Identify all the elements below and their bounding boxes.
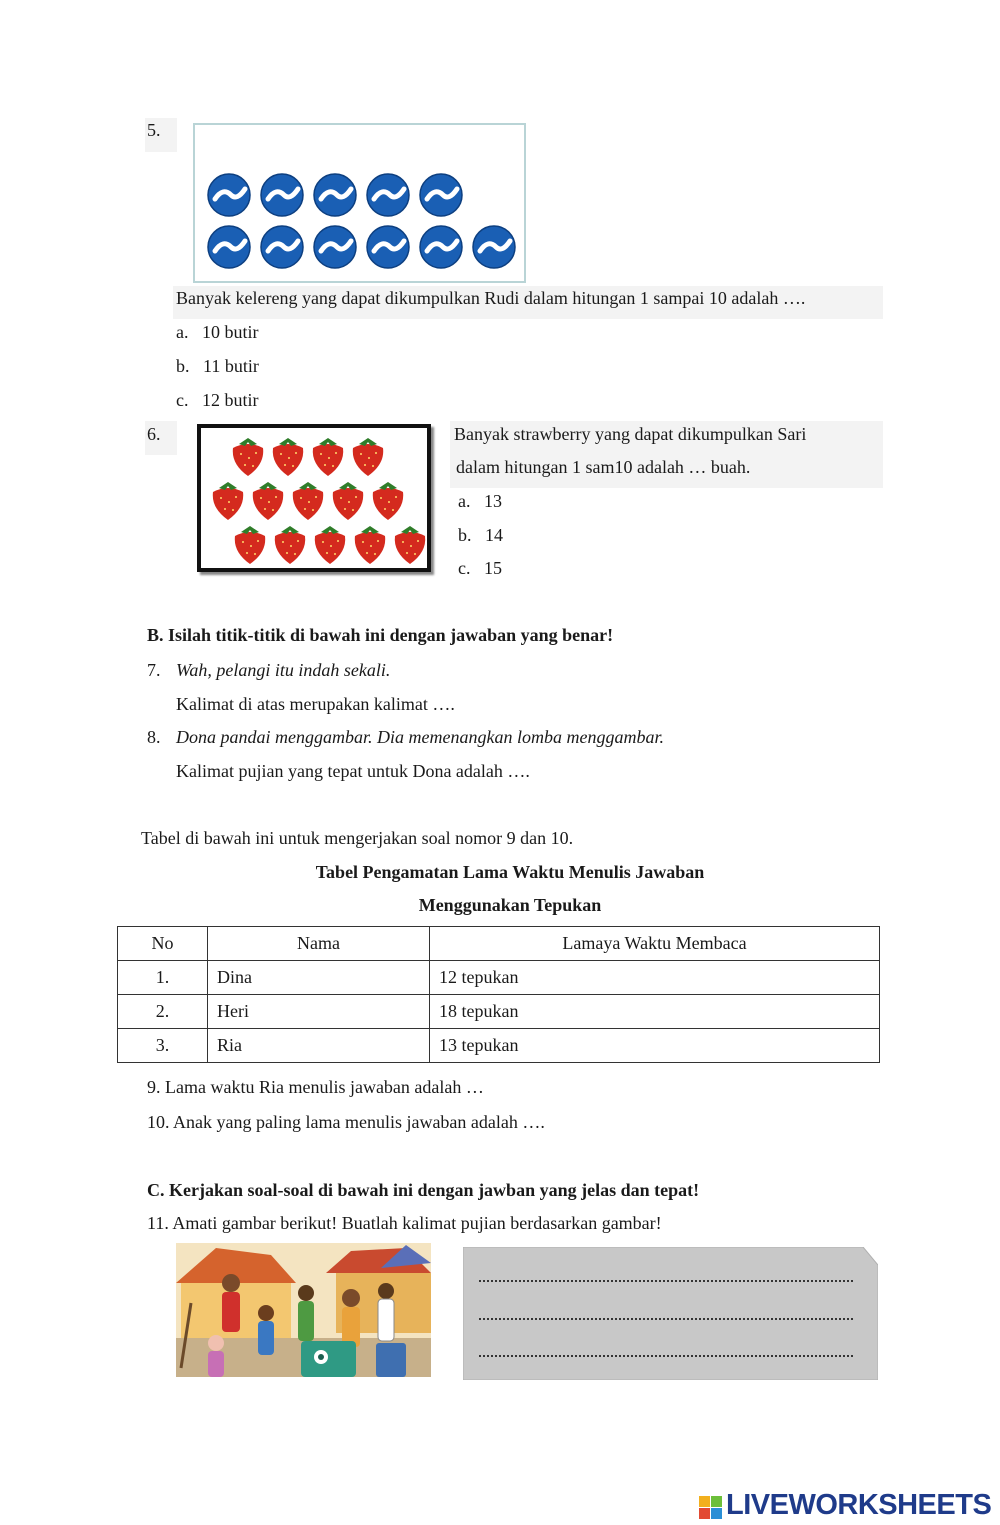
- strawberry-icon: [351, 522, 389, 566]
- table-row: [118, 961, 880, 995]
- marble-icon: [207, 173, 251, 217]
- header-no: No: [118, 927, 208, 961]
- option-letter: b.: [176, 356, 190, 376]
- strawberry-icon: [271, 522, 309, 566]
- strawberries-image: [197, 424, 431, 572]
- cell-no: 2.: [118, 995, 208, 1029]
- header-nama: Nama: [208, 927, 430, 961]
- cell-waktu: 12 tepukan: [430, 961, 880, 995]
- option-text: 12 butir: [202, 390, 259, 410]
- strawberry-icon: [231, 522, 269, 566]
- cell-no: 3.: [118, 1029, 208, 1063]
- option-text: 13: [484, 491, 502, 511]
- option-letter: c.: [176, 390, 189, 410]
- q5-option-a[interactable]: [176, 321, 259, 343]
- q5-question: Banyak kelereng yang dapat dikumpulkan Rudi dalam hitungan 1 sampai 10 adalah ….: [176, 288, 806, 308]
- strawberry-icon: [349, 434, 387, 478]
- table-title-line1: Tabel Pengamatan Lama Waktu Menulis Jawaban: [315, 862, 705, 882]
- answer-box[interactable]: [463, 1247, 878, 1380]
- marble-icon: [419, 225, 463, 269]
- q6-question-line1: Banyak strawberry yang dapat dikumpulkan Sari: [454, 424, 807, 444]
- marble-icon: [472, 225, 516, 269]
- option-letter: c.: [458, 558, 471, 578]
- option-text: 11 butir: [203, 356, 259, 376]
- q6-number: 6.: [147, 424, 161, 444]
- q6-option-c[interactable]: [458, 557, 502, 579]
- table-title-line2: Menggunakan Tepukan: [418, 895, 602, 915]
- community-cleanup-illustration: [176, 1243, 431, 1377]
- section-c-heading: C. Kerjakan soal-soal di bawah ini dengan jawban yang jelas dan tepat!: [147, 1180, 700, 1200]
- liveworksheets-logo-icon: [698, 1488, 724, 1522]
- strawberry-icon: [249, 478, 287, 522]
- marble-icon: [313, 225, 357, 269]
- table-intro: Tabel di bawah ini untuk mengerjakan soal nomor 9 dan 10.: [141, 828, 574, 848]
- strawberry-icon: [309, 434, 347, 478]
- strawberry-icon: [311, 522, 349, 566]
- strawberry-icon: [289, 478, 327, 522]
- table-row: [118, 1029, 880, 1063]
- strawberry-icon: [369, 478, 407, 522]
- q10-text: 10. Anak yang paling lama menulis jawaban adalah ….: [147, 1112, 545, 1132]
- q6-question-line2: dalam hitungan 1 sam10 adalah … buah.: [456, 457, 751, 477]
- option-letter: a.: [458, 491, 471, 511]
- marble-icon: [260, 225, 304, 269]
- option-letter: a.: [176, 322, 189, 342]
- strawberry-icon: [391, 522, 429, 566]
- q7-sentence: Wah, pelangi itu indah sekali.: [176, 660, 391, 680]
- q5-option-c[interactable]: [176, 389, 259, 411]
- q9-text: 9. Lama waktu Ria menulis jawaban adalah …: [147, 1077, 484, 1097]
- cell-waktu: 13 tepukan: [430, 1029, 880, 1063]
- answer-line[interactable]: [479, 1280, 853, 1282]
- marble-icon: [366, 225, 410, 269]
- q8-sentence: Dona pandai menggambar. Dia memenangkan lomba menggambar.: [176, 727, 664, 747]
- option-text: 10 butir: [202, 322, 259, 342]
- cell-no: 1.: [118, 961, 208, 995]
- option-text: 15: [484, 558, 502, 578]
- marbles-image: [193, 123, 526, 283]
- q8-number: 8.: [147, 727, 161, 747]
- marble-icon: [313, 173, 357, 217]
- answer-line[interactable]: [479, 1318, 853, 1320]
- liveworksheets-logo-text: LIVEWORKSHEETS: [726, 1489, 992, 1521]
- q5-number: 5.: [147, 120, 161, 140]
- q6-option-a[interactable]: [458, 490, 502, 512]
- cell-waktu: 18 tepukan: [430, 995, 880, 1029]
- section-b-heading: B. Isilah titik-titik di bawah ini dengan jawaban yang benar!: [147, 625, 614, 645]
- table-row: [118, 995, 880, 1029]
- marble-icon: [260, 173, 304, 217]
- marble-icon: [419, 173, 463, 217]
- option-text: 14: [485, 525, 503, 545]
- q11-text: 11. Amati gambar berikut! Buatlah kalimat pujian berdasarkan gambar!: [147, 1213, 662, 1233]
- cell-nama: Heri: [208, 995, 430, 1029]
- header-waktu: Lamaya Waktu Membaca: [430, 927, 880, 961]
- strawberry-icon: [269, 434, 307, 478]
- cell-nama: Ria: [208, 1029, 430, 1063]
- q8-prompt: Kalimat pujian yang tepat untuk Dona adalah ….: [176, 761, 530, 781]
- option-letter: b.: [458, 525, 472, 545]
- observation-table: [117, 926, 880, 1063]
- q7-number: 7.: [147, 660, 161, 680]
- strawberry-icon: [209, 478, 247, 522]
- marble-icon: [207, 225, 251, 269]
- marble-icon: [366, 173, 410, 217]
- q7-prompt: Kalimat di atas merupakan kalimat ….: [176, 694, 455, 714]
- cell-nama: Dina: [208, 961, 430, 995]
- q5-option-b[interactable]: [176, 355, 259, 377]
- table-header-row: [118, 927, 880, 961]
- strawberry-icon: [229, 434, 267, 478]
- strawberry-icon: [329, 478, 367, 522]
- q6-option-b[interactable]: [458, 524, 503, 546]
- answer-line[interactable]: [479, 1355, 853, 1357]
